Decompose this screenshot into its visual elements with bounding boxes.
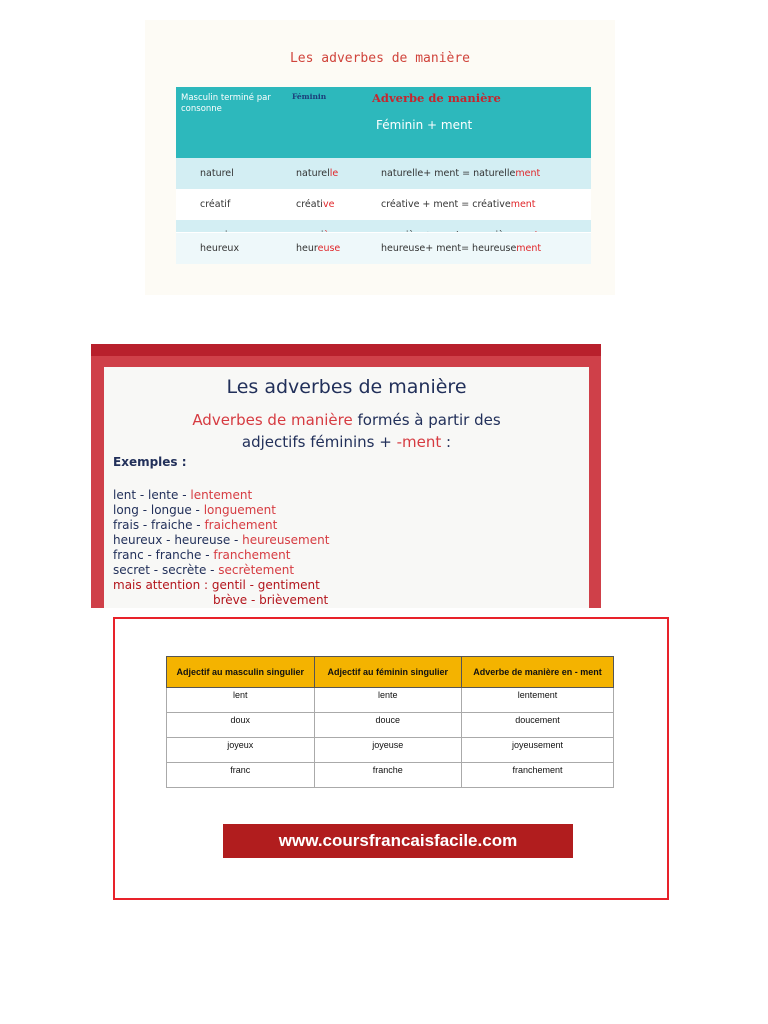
table-cell: lente: [314, 688, 462, 713]
cell-masculin: naturel: [200, 168, 234, 179]
website-link[interactable]: www.coursfrancaisfacile.com: [223, 824, 573, 858]
table-cell: joyeusement: [462, 738, 614, 763]
image2-title: Les adverbes de manière: [226, 376, 467, 398]
header-adverbe: Adverbe de manière: [372, 91, 501, 105]
table-row: [167, 738, 614, 763]
image1-title: Les adverbes de manière: [289, 51, 470, 66]
table-row: [176, 233, 591, 264]
table-cell: doucement: [462, 713, 614, 738]
adverbs-table: [166, 656, 614, 788]
adverbs-image-2: [91, 344, 601, 608]
table-cell: doux: [167, 713, 315, 738]
table-cell: lent: [167, 688, 315, 713]
example-line: heureux - heureuse - heureusement: [113, 533, 330, 547]
table-cell: joyeux: [167, 738, 315, 763]
example-line: lent - lente - lentement: [113, 488, 253, 502]
top-band: [91, 344, 601, 356]
header-masculin: Masculin terminé par consonne: [181, 93, 271, 114]
table-row: [167, 763, 614, 788]
table-row: [176, 158, 591, 189]
cell-feminin: naturelle: [296, 168, 339, 179]
example-line: secret - secrète - secrètement: [113, 563, 295, 577]
header-feminin: Féminin: [292, 92, 327, 101]
table-row: [176, 189, 591, 220]
example-line: frais - fraiche - fraichement: [113, 518, 278, 532]
table-cell: franc: [167, 763, 315, 788]
cell-masculin: heureux: [200, 243, 240, 254]
cell-masculin: créatif: [200, 199, 231, 210]
image2-panel: [104, 367, 589, 608]
table-row: [167, 688, 614, 713]
column-header: Adjectif au masculin singulier: [167, 657, 315, 688]
cell-formula: créative + ment = créativement: [381, 199, 536, 210]
table-row: [167, 713, 614, 738]
example-line: franc - franche - franchement: [113, 548, 291, 562]
cell-feminin: créative: [296, 199, 335, 210]
column-header: Adverbe de manière en - ment: [462, 657, 614, 688]
cell-formula: heureuse+ ment= heureusement: [381, 243, 542, 254]
header-formula: Féminin + ment: [376, 118, 473, 132]
attention-line-2: brève - brièvement: [213, 593, 329, 607]
image2-subtitle: Adverbes de manière formés à partir des adjectifs féminins + -ment :: [192, 411, 501, 451]
example-line: long - longue - longuement: [113, 503, 276, 517]
column-header: Adjectif au féminin singulier: [314, 657, 462, 688]
table-cell: joyeuse: [314, 738, 462, 763]
table-cell: lentement: [462, 688, 614, 713]
adverbs-table-frame: [113, 617, 669, 900]
attention-line: mais attention : gentil - gentiment: [113, 578, 320, 592]
table-cell: franchement: [462, 763, 614, 788]
table-cell: douce: [314, 713, 462, 738]
cell-formula: naturelle+ ment = naturellement: [381, 168, 541, 179]
image1-table-header: [176, 87, 591, 158]
examples-label: Exemples :: [113, 455, 187, 469]
table-cell: franche: [314, 763, 462, 788]
adverbs-image-1: [145, 20, 615, 295]
cell-feminin: heureuse: [296, 243, 341, 254]
table-header-row: [167, 657, 614, 688]
